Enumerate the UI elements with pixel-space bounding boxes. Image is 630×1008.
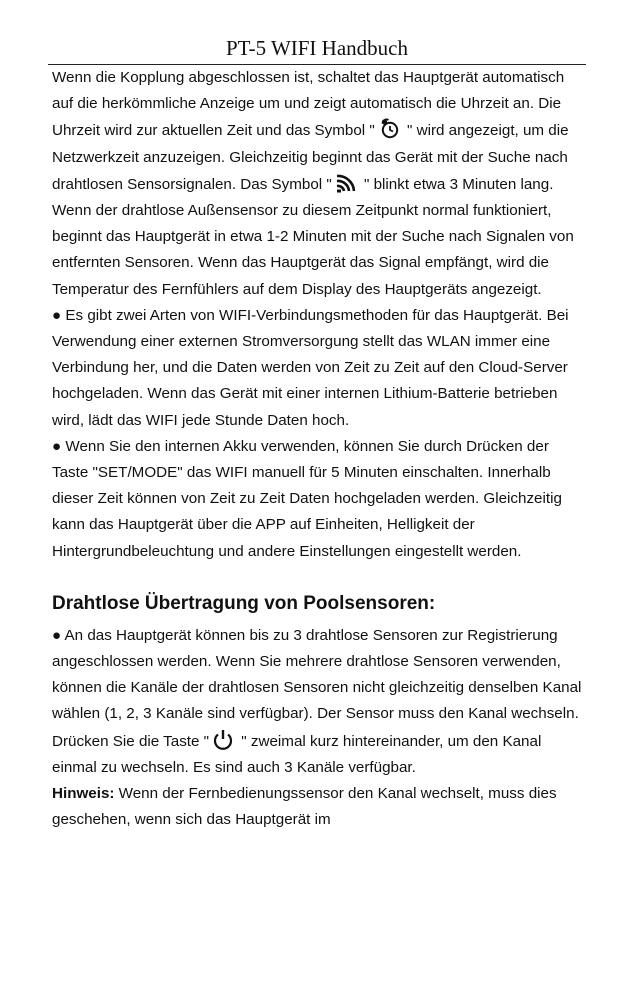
note-text: Wenn der Fernbedienungssensor den Kanal wechselt, muss dies geschehen, wenn sich das Hauptgerät im	[52, 785, 557, 829]
bullet-wifi-methods: ● Es gibt zwei Arten von WIFI-Verbindungsmethoden für das Hauptgerät. Bei Verwendung einer externen Stromversorgung stellt das WLAN immer eine Verbindung her, und die Daten werden von Zeit zu Zeit auf den Cloud-Server hochgeladen. Wenn das Gerät mit einer internen Lithium-Batterie betrieben wird, lädt das WIFI jede Stunde Daten hoch.	[52, 306, 569, 429]
paragraph-pairing	[52, 65, 582, 303]
bullet-sensors-text-1: ● An das Hauptgerät können bis zu 3 drahtlose Sensoren zur Registrierung angeschlossen werden. Wenn Sie mehrere drahtlose Sensoren verwenden, können die Kanäle der drahtlosen Sensoren nicht gleichzeitig denselben Kanal wählen (1, 2, 3 Kanäle sind verfügbar). Der Sensor muss den Kanal wechseln. Drücken Sie die Taste "	[52, 626, 582, 750]
bullet-sensors-text-2: " zweimal kurz hintereinander, um den Kanal einmal zu wechseln. Es sind auch 3 Kanäle verfügbar.	[52, 732, 542, 776]
paragraph-pairing-text-2: " wird angezeigt, um die Netzwerkzeit anzuzeigen. Gleichzeitig beginnt das Gerät mit der Suche nach drahtlosen Sensorsignalen. Das Symbol "	[52, 122, 569, 193]
wireless-signal-icon	[332, 171, 360, 193]
bullet-internal-battery: ● Wenn Sie den internen Akku verwenden, können Sie durch Drücken der Taste "SET/MODE" das WIFI manuell für 5 Minuten einschalten. Innerhalb dieser Zeit können von Zeit zu Zeit Daten hochgeladen werden. Gleichzeitig kann das Hauptgerät über die APP auf Einheiten, Helligkeit der Hintergrundbeleuchtung und andere Einstellungen eingestellt werden.	[52, 437, 562, 560]
power-button-icon	[209, 728, 237, 750]
section-heading: Drahtlose Übertragung von Poolsensoren:	[52, 592, 436, 614]
page-header: PT-5 WIFI Handbuch	[226, 36, 408, 60]
manual-body	[52, 65, 582, 833]
bullet-sensors	[52, 623, 582, 781]
paragraph-pairing-text-1: Wenn die Kopplung abgeschlossen ist, schaltet das Hauptgerät automatisch auf die herkömmliche Anzeige um und zeigt automatisch die Uhrzeit an. Die Uhrzeit wird zur aktuellen Zeit und das Symbol "	[52, 69, 565, 140]
paragraph-pairing-text-3: " blinkt etwa 3 Minuten lang. Wenn der drahtlose Außensensor zu diesem Zeitpunkt normal funktioniert, beginnt das Hauptgerät in etwa 1-2 Minuten mit der Suche nach Signalen von entfernten Sensoren. Wenn das Hauptgerät das Signal empfängt, wird die Temperatur des Fernfühlers auf dem Display des Hauptgeräts angezeigt.	[52, 175, 574, 298]
clock-sync-icon	[375, 117, 403, 139]
note-paragraph	[52, 781, 582, 833]
note-label: Hinweis:	[52, 785, 115, 803]
